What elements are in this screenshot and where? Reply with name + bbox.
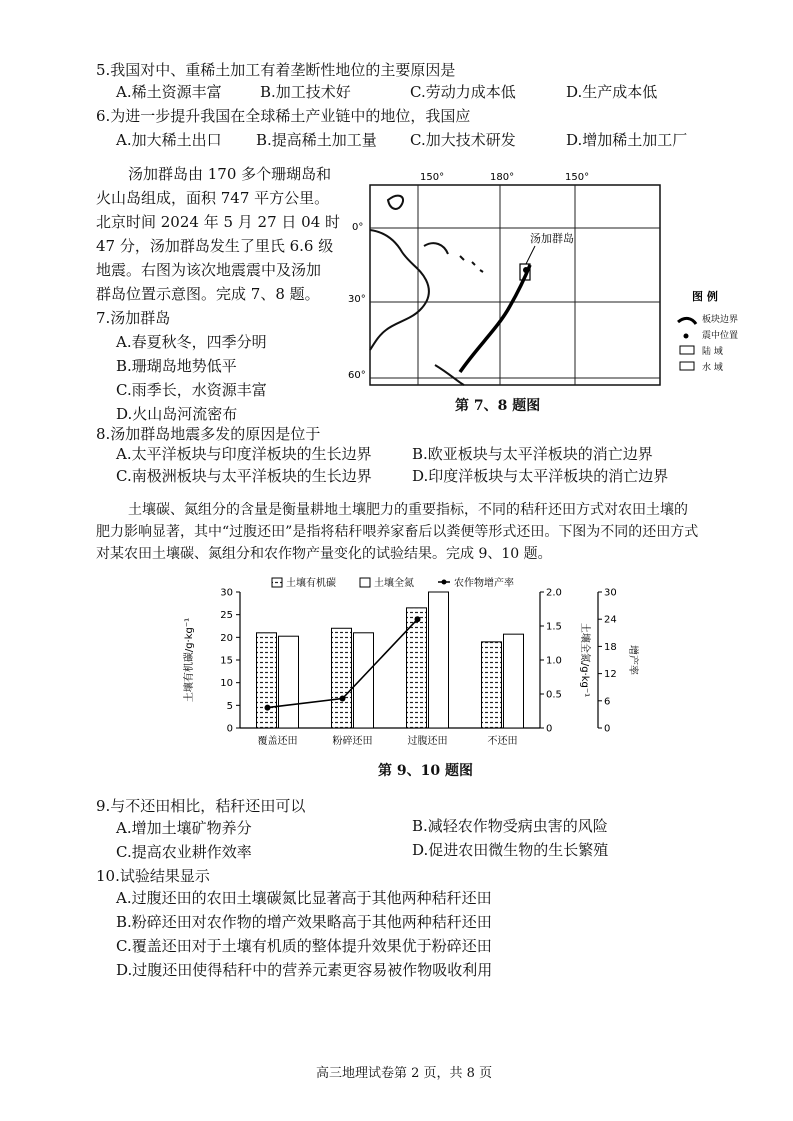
- legend-yield-marker: [442, 580, 447, 585]
- left-tick-label: 30: [220, 587, 233, 599]
- nitrogen-tick-label: 1.0: [546, 655, 562, 667]
- tonga-map: [340, 160, 760, 410]
- legend-nitrogen-label: 土壤全氮: [374, 578, 414, 589]
- x-tick-label: 覆盖还田: [257, 736, 298, 747]
- map-lon-label: 150°: [565, 172, 590, 183]
- q10-stem: 10.试验结果显示: [96, 867, 210, 885]
- legend-land-icon: [680, 346, 694, 354]
- soil-passage-line: 对某农田土壤碳、氮组分和农作物产量变化的试验结果。完成 9、10 题。: [96, 546, 552, 562]
- q6-stem: 6.为进一步提升我国在全球稀土产业链中的地位，我国应: [96, 107, 471, 125]
- left-tick-label: 15: [220, 655, 233, 667]
- map-lat-label: 0°: [352, 222, 364, 233]
- yield-point: [340, 696, 346, 702]
- bar-organic-carbon: [257, 633, 277, 728]
- q6-option-a: A.加大稀土出口: [116, 131, 222, 149]
- map-frame: [370, 185, 660, 385]
- nitrogen-axis-title: 土壤全氮/g·kg⁻¹: [579, 622, 590, 698]
- yield-tick-label: 0: [604, 723, 611, 735]
- map-lon-label: 180°: [490, 172, 515, 183]
- tonga-passage-line: 47 分，汤加群岛发生了里氏 6.6 级: [96, 237, 334, 255]
- q9-option-b: B.减轻农作物受病虫害的风险: [412, 817, 608, 835]
- q6-option-b: B.提高稀土加工量: [256, 131, 377, 149]
- yield-point: [265, 705, 271, 711]
- q7-option-a: A.春夏秋冬，四季分明: [116, 333, 267, 351]
- q6-option-c: C.加大技术研发: [410, 131, 516, 149]
- bar-total-nitrogen: [354, 633, 374, 728]
- soil-passage-line: 土壤碳、氮组分的含量是衡量耕地土壤肥力的重要指标，不同的秸秆还田方式对农田土壤的: [128, 502, 688, 518]
- legend-yield-label: 农作物增产率: [454, 578, 514, 589]
- tonga-label: 汤加群岛: [530, 232, 574, 245]
- legend-carbon-swatch: [272, 578, 282, 587]
- yield-tick-label: 24: [604, 614, 617, 626]
- legend-item: 水 域: [702, 363, 723, 373]
- q9-option-c: C.提高农业耕作效率: [116, 843, 252, 861]
- left-tick-label: 5: [226, 700, 233, 712]
- map-caption: 第 7、8 题图: [455, 398, 541, 414]
- q9-stem: 9.与不还田相比，秸秆还田可以: [96, 797, 306, 815]
- bar-total-nitrogen: [279, 636, 299, 728]
- bar-organic-carbon: [332, 628, 352, 728]
- q8-option-d: D.印度洋板块与太平洋板块的消亡边界: [412, 467, 669, 485]
- legend-carbon-label: 土壤有机碳: [286, 578, 336, 589]
- q9-option-a: A.增加土壤矿物养分: [116, 819, 252, 837]
- q10-option-a: A.过腹还田的农田土壤碳氮比显著高于其他两种秸秆还田: [116, 889, 492, 907]
- nitrogen-tick-label: 0: [546, 723, 553, 735]
- q8-option-c: C.南极洲板块与太平洋板块的生长边界: [116, 467, 372, 485]
- q8-option-b: B.欧亚板块与太平洋板块的消亡边界: [412, 445, 653, 463]
- yield-tick-label: 6: [604, 696, 611, 708]
- bar-organic-carbon: [407, 608, 427, 728]
- bar-total-nitrogen: [504, 634, 524, 728]
- page-footer: 高三地理试卷第 2 页，共 8 页: [316, 1066, 493, 1081]
- tonga-passage-line: 火山岛组成，面积 747 平方公里。: [96, 189, 330, 207]
- q5-option-c: C.劳动力成本低: [410, 83, 516, 101]
- tonga-passage-line: 汤加群岛由 170 多个珊瑚岛和: [128, 165, 332, 183]
- legend-nitrogen-swatch: [360, 578, 370, 587]
- soil-passage-line: 肥力影响显著，其中“过腹还田”是指将秸秆喂养家畜后以粪便等形式还田。下图为不同的还田方式: [96, 524, 699, 540]
- q7-option-b: B.珊瑚岛地势低平: [116, 357, 237, 375]
- yield-tick-label: 30: [604, 587, 617, 599]
- legend-plate-icon: [678, 318, 696, 324]
- q8-stem: 8.汤加群岛地震多发的原因是位于: [96, 425, 321, 443]
- q7-option-c: C.雨季长，水资源丰富: [116, 381, 267, 399]
- q5-option-b: B.加工技术好: [260, 83, 351, 101]
- tonga-passage-line: 群岛位置示意图。完成 7、8 题。: [96, 285, 320, 303]
- q9-option-d: D.促进农田微生物的生长繁殖: [412, 841, 609, 859]
- x-tick-label: 过腹还田: [407, 736, 448, 747]
- q10-option-c: C.覆盖还田对于土壤有机质的整体提升效果优于粉碎还田: [116, 937, 492, 955]
- map-lon-label: 150°: [420, 172, 445, 183]
- chart-caption: 第 9、10 题图: [378, 763, 473, 779]
- left-tick-label: 20: [220, 632, 233, 644]
- left-axis-title: 土壤有机碳/g·kg⁻¹: [184, 617, 195, 703]
- q6-option-d: D.增加稀土加工厂: [566, 131, 688, 149]
- bar-total-nitrogen: [429, 592, 449, 728]
- legend-item: 震中位置: [702, 331, 739, 341]
- nitrogen-tick-label: 2.0: [546, 587, 562, 599]
- left-tick-label: 10: [220, 678, 233, 690]
- q7-stem: 7.汤加群岛: [96, 309, 171, 327]
- q5-stem: 5.我国对中、重稀土加工有着垄断性地位的主要原因是: [96, 61, 456, 79]
- yield-axis-title: 增产率: [627, 645, 638, 675]
- nitrogen-tick-label: 1.5: [546, 621, 562, 633]
- legend-title: 图 例: [692, 290, 718, 303]
- q7-option-d: D.火山岛河流密布: [116, 405, 238, 423]
- tonga-passage-line: 北京时间 2024 年 5 月 27 日 04 时: [96, 213, 341, 231]
- map-lat-label: 30°: [348, 294, 366, 305]
- tonga-passage-line: 地震。右图为该次地震震中及汤加: [96, 261, 322, 279]
- q8-option-a: A.太平洋板块与印度洋板块的生长边界: [116, 445, 372, 463]
- q5-option-d: D.生产成本低: [566, 83, 658, 101]
- left-tick-label: 25: [220, 610, 233, 622]
- q5-option-a: A.稀土资源丰富: [116, 83, 222, 101]
- x-tick-label: 粉碎还田: [332, 736, 373, 747]
- yield-point: [415, 616, 421, 622]
- legend-water-icon: [680, 362, 694, 370]
- legend-epicenter-icon: [684, 334, 689, 339]
- bar-organic-carbon: [482, 642, 502, 728]
- legend-item: 板块边界: [702, 315, 739, 325]
- x-tick-label: 不还田: [487, 736, 518, 747]
- q10-option-b: B.粉碎还田对农作物的增产效果略高于其他两种秸秆还田: [116, 913, 492, 931]
- soil-chart: [180, 570, 660, 760]
- epicenter-marker: [523, 267, 529, 273]
- q10-option-d: D.过腹还田使得秸秆中的营养元素更容易被作物吸收利用: [116, 961, 493, 979]
- yield-tick-label: 12: [604, 669, 617, 681]
- left-tick-label: 0: [226, 723, 233, 735]
- nitrogen-tick-label: 0.5: [546, 689, 562, 701]
- map-lat-label: 60°: [348, 370, 366, 381]
- yield-tick-label: 18: [604, 641, 617, 653]
- legend-item: 陆 域: [702, 347, 723, 357]
